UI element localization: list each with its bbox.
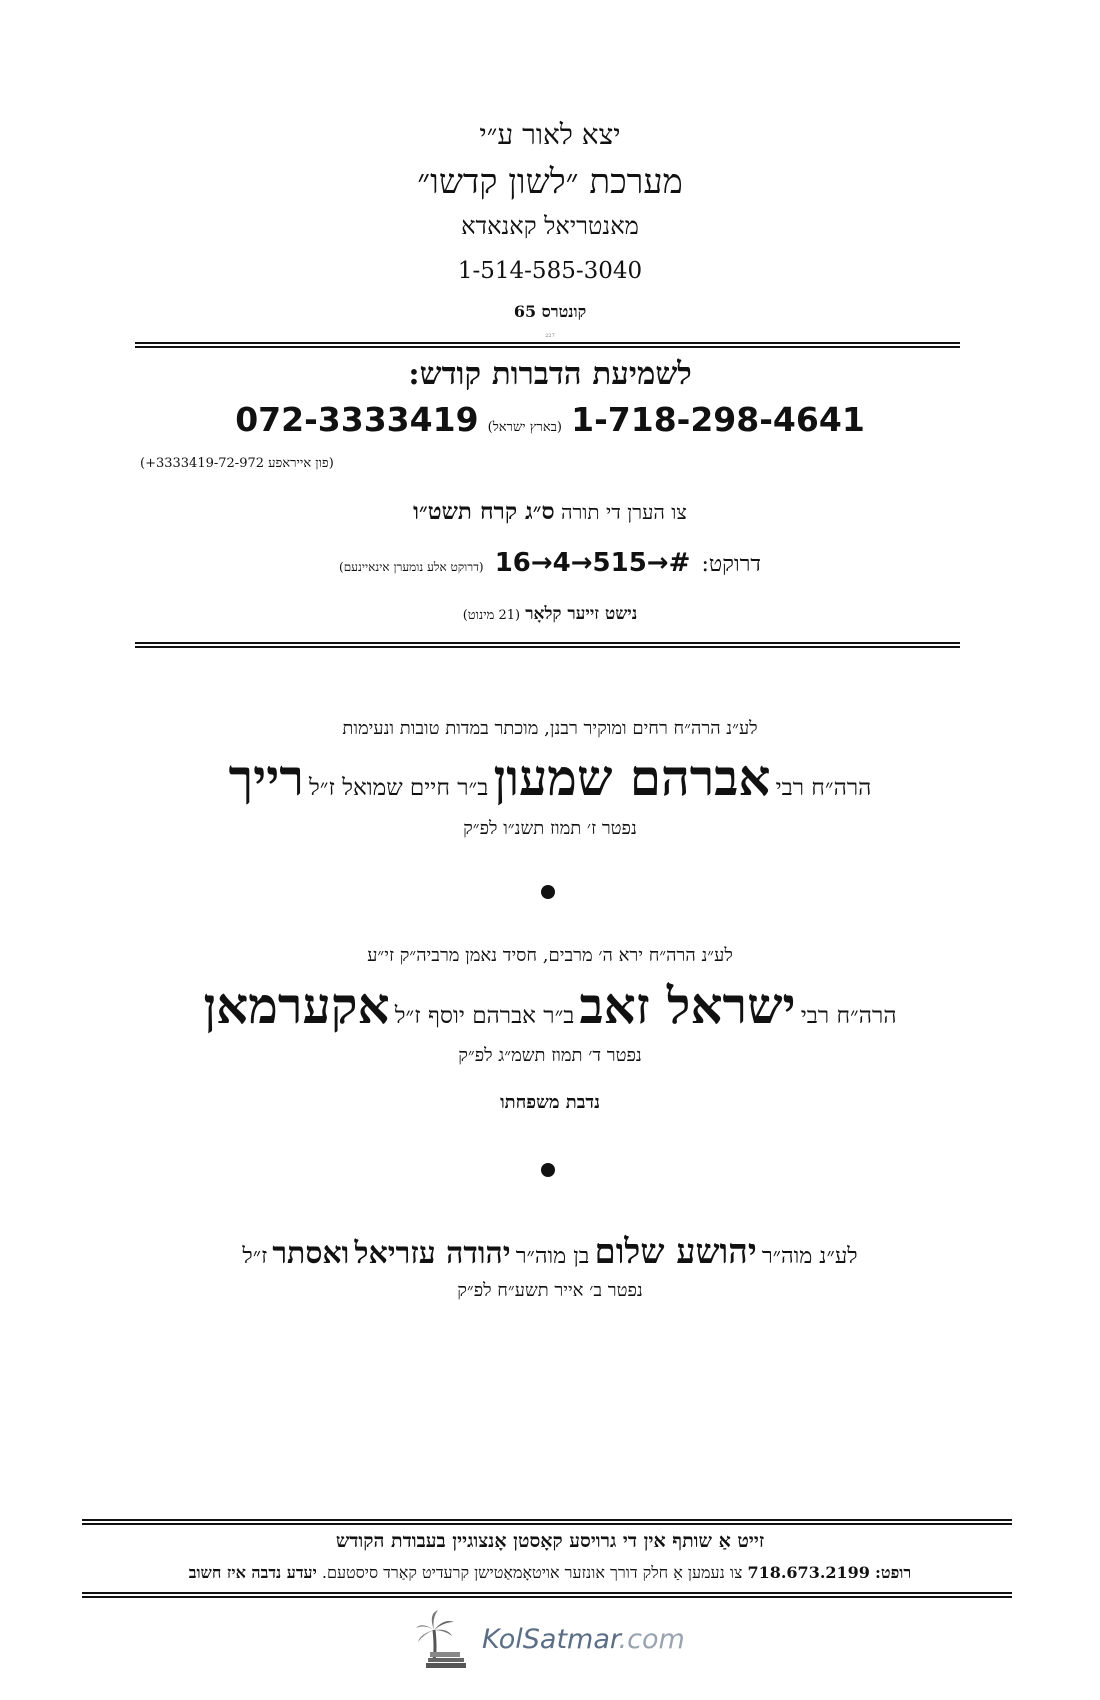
direct-note: (דרוקט אלע נומערן אינאיינעם) (339, 560, 484, 574)
dedication1-pre: הרה״ח רבי (775, 775, 872, 801)
footer-call-text: צו נעמען אַ חלק דורך אונזער אויטאָמאַטישן קרעדיט קאַרד סיסטעם. (321, 1563, 743, 1582)
israel-label: (בארץ ישראל) (487, 420, 563, 435)
parsha-prefix: צו הערן די תורה (560, 500, 687, 524)
direct-line (0, 548, 1100, 578)
minutes-note: (21 מינוט) (462, 608, 521, 623)
dedication3-mid: בן מוה״ר (515, 1244, 590, 1269)
divider-footer-bottom (82, 1592, 1012, 1598)
dedication1-date: נפטר ז׳ תמוז תשנ״ו לפ״ק (463, 818, 637, 839)
separator-dot (541, 1163, 555, 1177)
publisher-location: מאנטריאל קאנאדא (461, 212, 639, 240)
parsha-line (0, 498, 1100, 525)
dedication2-name-line (0, 976, 1100, 1035)
dedication2-mid: ב״ר אברהם יוסף ז״ל (394, 1003, 575, 1029)
tiny-mark: 227 (545, 333, 555, 339)
dedication2-surname: אקערמאן (203, 976, 390, 1035)
footer-call-phone: 718.673.2199 (747, 1563, 870, 1582)
israel-phone: 072-3333419 (235, 400, 479, 439)
dedication2-intro: לע״נ הרה״ח ירא ה׳ מרבים, חסיד נאמן מרביה״ק זי״ע (367, 945, 733, 966)
dedication1-intro: לע״נ הרה״ח רחים ומוקיר רבנן, מוכתר במדות טובות ונעימות (342, 718, 758, 739)
us-phone: 1-718-298-4641 (571, 400, 865, 439)
dedication1-name: אברהם שמעון (493, 748, 771, 807)
dedication2-pre: הרה״ח רבי (800, 1003, 897, 1029)
brand-logo[interactable] (414, 1608, 685, 1670)
palm-tree-books-icon (414, 1608, 472, 1670)
dedication2-donor: נדבת משפחתו (500, 1092, 600, 1113)
dedication1-surname: רייך (228, 748, 304, 807)
dedication3-name-line (0, 1232, 1100, 1272)
dedication3-father: יהודה עזריאל (354, 1236, 511, 1271)
dedication3-date: נפטר ב׳ אייר תשע״ח לפ״ק (457, 1280, 643, 1301)
clarity-note: נישט זייער קלאָר (525, 604, 638, 624)
hotline-phones (0, 400, 1100, 439)
divider-footer-top (82, 1519, 1012, 1525)
parsha-name: ס״ג קרח תשט״ו (413, 498, 555, 525)
publisher-phone: 1-514-585-3040 (457, 258, 643, 284)
dedication2-date: נפטר ד׳ תמוז תשמ״ג לפ״ק (458, 1045, 642, 1066)
footer-appeal: זייט אַ שותף אין די גרויסע קאָסטן אָנצוגיין בעבודת הקודש (335, 1530, 765, 1552)
brand-name-text: KolSatmar (482, 1623, 619, 1655)
footer-call-line (0, 1563, 1100, 1583)
dedication3-pre: לע״נ מוה״ר (761, 1244, 858, 1269)
footer-call-label: רופט: (875, 1563, 912, 1582)
divider-top (135, 342, 960, 348)
hotline-title: לשמיעת הדברות קודש: (408, 356, 692, 392)
publisher-intro: יצא לאור ע״י (479, 118, 621, 151)
dedication2-name: ישראל זאב (579, 976, 796, 1035)
dedication1-mid: ב״ר חיים שמואל ז״ל (309, 775, 489, 801)
dedication3-mother: ואסתר (272, 1236, 350, 1271)
issue-number: קונטרס 65 (513, 302, 587, 321)
dedication3-end: ז״ל (242, 1244, 268, 1269)
dedication3-name: יהושע שלום (594, 1232, 757, 1272)
brand-name (482, 1624, 685, 1655)
footer-call-bold: יעדע נדבה איז חשוב (188, 1563, 317, 1582)
direct-label: דרוקט: (701, 552, 761, 577)
clarity-line (0, 604, 1100, 624)
brand-domain: .com (618, 1623, 685, 1655)
divider-mid (135, 642, 960, 648)
separator-dot (541, 885, 555, 899)
dedication1-name-line (0, 748, 1100, 807)
europe-phone-note: (פון אייראפע 3333419-72-972+) (140, 456, 334, 471)
direct-code: 16→4→515→# (494, 548, 691, 578)
publisher-name: מערכת ״לשון קדשו״ (417, 162, 683, 202)
